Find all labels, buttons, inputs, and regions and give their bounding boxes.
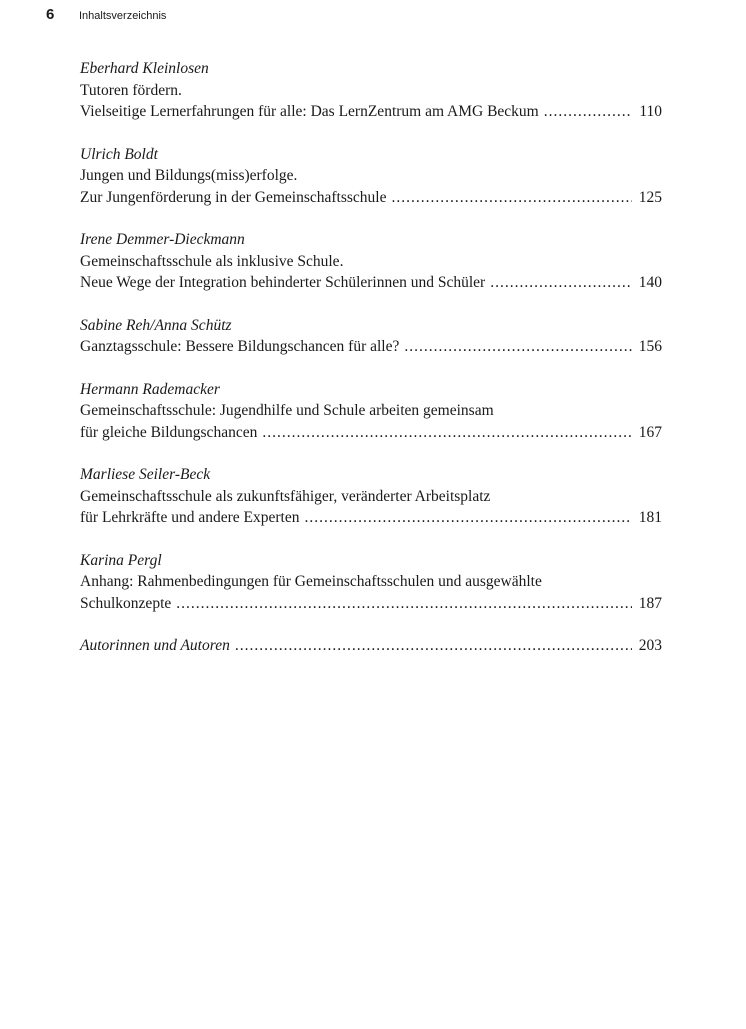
dot-leader — [304, 507, 632, 529]
toc-entry-closing — [80, 635, 662, 657]
entry-author: Karina Pergl — [80, 551, 162, 569]
entry-author: Sabine Reh/Anna Schütz — [80, 316, 232, 334]
entry-title-line: Jungen und Bildungs(miss)erfolge. — [80, 167, 298, 184]
toc-entry — [80, 144, 662, 209]
toc-entry — [80, 315, 662, 358]
toc-entry — [80, 550, 662, 615]
entry-author: Marliese Seiler-Beck — [80, 466, 211, 483]
page-reference: 181 — [638, 509, 662, 526]
entry-leader-line — [80, 507, 662, 529]
dot-leader — [404, 336, 632, 358]
entry-author: Eberhard Kleinlosen — [80, 60, 209, 77]
page-reference: 203 — [638, 637, 662, 654]
dot-leader — [262, 422, 632, 444]
toc-entry — [80, 464, 662, 529]
page-reference: 156 — [638, 338, 662, 355]
entry-title-line: Vielseitige Lernerfahrungen für alle: Das LernZentrum am AMG Beckum — [80, 103, 539, 120]
entry-author: Irene Demmer-Dieckmann — [80, 231, 245, 248]
entry-leader-line — [80, 422, 662, 444]
entry-title-line: Anhang: Rahmenbedingungen für Gemeinschaftsschulen und ausgewählte — [80, 573, 542, 590]
page-reference: 187 — [638, 594, 662, 612]
toc-entry — [80, 379, 662, 444]
entry-author: Hermann Rademacker — [80, 380, 220, 398]
entry-leader-line — [80, 336, 662, 358]
page-reference: 167 — [638, 423, 662, 441]
entry-leader-line — [80, 272, 662, 294]
dot-leader — [235, 635, 632, 657]
entry-leader-line — [80, 101, 662, 123]
entry-title-line: Zur Jungenförderung in der Gemeinschaftsschule — [80, 188, 387, 206]
entry-title-line: Tutoren fördern. — [80, 81, 182, 99]
dot-leader — [490, 272, 632, 294]
entry-leader-line — [80, 187, 662, 209]
entry-title-line: Schulkonzepte — [80, 594, 172, 612]
closing-title: Autorinnen und Autoren — [80, 637, 230, 654]
table-of-contents — [80, 58, 662, 678]
page-reference: 125 — [638, 188, 662, 206]
page-number: 6 — [46, 6, 55, 23]
running-header — [46, 6, 166, 23]
entry-leader-line — [80, 635, 662, 657]
toc-entry — [80, 229, 662, 294]
toc-entry — [80, 58, 662, 123]
entry-author: Ulrich Boldt — [80, 145, 158, 163]
entry-title-line: Gemeinschaftsschule: Jugendhilfe und Schule arbeiten gemeinsam — [80, 402, 494, 419]
page-reference: 140 — [638, 274, 662, 291]
entry-title-line: Gemeinschaftsschule als inklusive Schule. — [80, 252, 344, 270]
entry-title-line: Gemeinschaftsschule als zukunftsfähiger, veränderter Arbeitsplatz — [80, 487, 491, 505]
entry-title-line: Ganztagsschule: Bessere Bildungschancen für alle? — [80, 338, 400, 355]
dot-leader — [544, 101, 632, 123]
dot-leader — [176, 593, 632, 615]
dot-leader — [391, 187, 632, 209]
entry-title-line: Neue Wege der Integration behinderter Schülerinnen und Schüler — [80, 274, 486, 291]
entry-leader-line — [80, 593, 662, 615]
page-reference: 110 — [639, 103, 662, 120]
entry-title-line: für gleiche Bildungschancen — [80, 423, 258, 441]
section-title: Inhaltsverzeichnis — [79, 10, 167, 22]
entry-title-line: für Lehrkräfte und andere Experten — [80, 509, 300, 526]
